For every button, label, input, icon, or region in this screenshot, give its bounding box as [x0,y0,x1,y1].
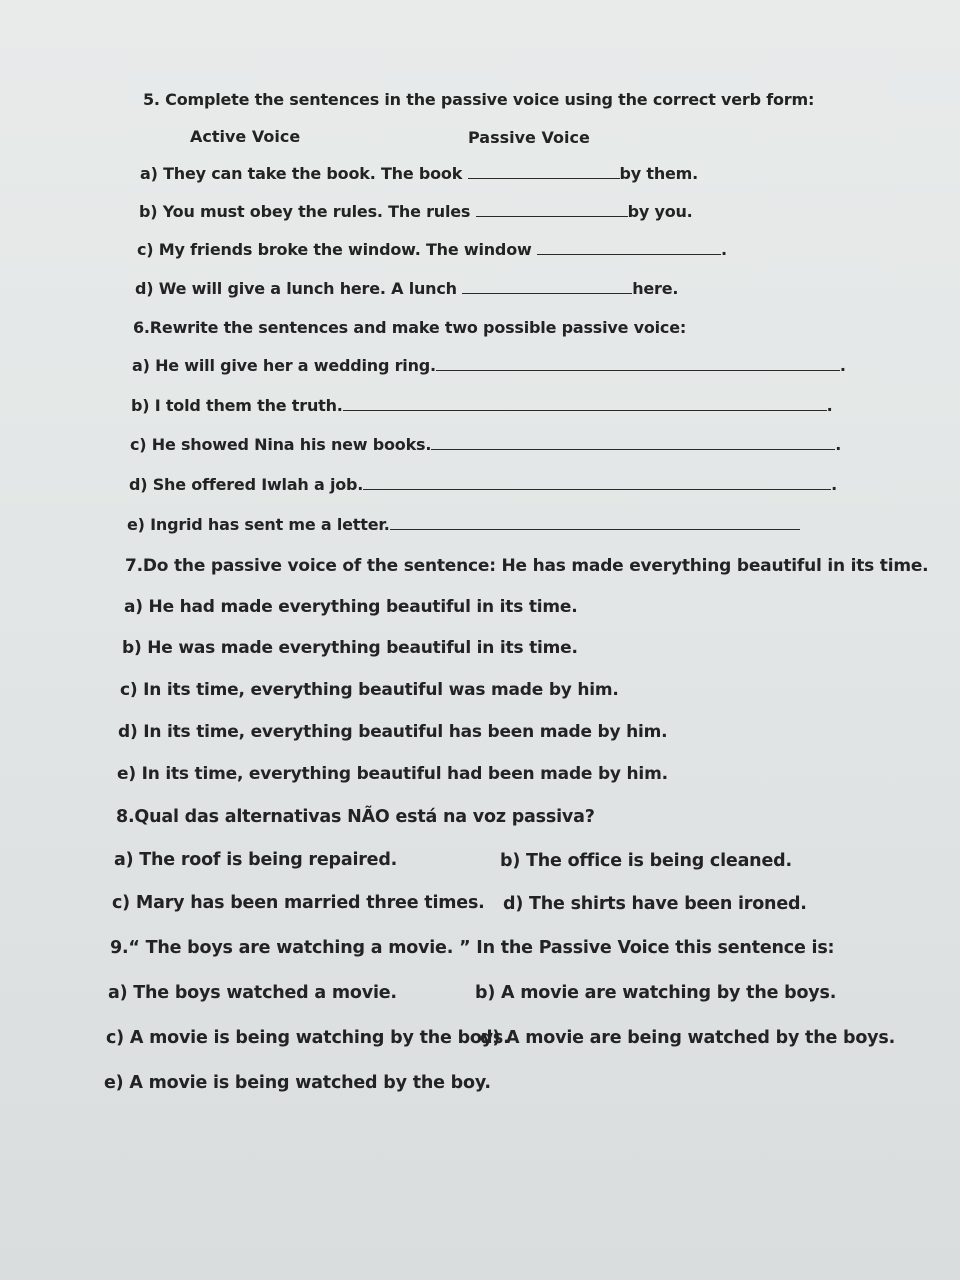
q7-option-e[interactable]: e) In its time, everything beautiful had been made by him. [117,764,668,784]
answer-blank[interactable] [537,240,721,255]
q5-item-d [135,278,678,300]
q5-item-d-suffix: here. [632,279,679,298]
q7-option-c[interactable]: c) In its time, everything beautiful was made by him. [120,680,619,700]
q7-option-a[interactable]: a) He had made everything beautiful in its time. [124,597,578,617]
q6-item-b-text: b) I told them the truth. [131,396,343,415]
answer-blank[interactable] [363,475,831,490]
q9-option-b[interactable]: b) A movie are watching by the boys. [475,983,837,1003]
q5-item-c-text: c) My friends broke the window. The window [137,240,537,259]
q6-item-e-text: e) Ingrid has sent me a letter. [127,515,390,534]
answer-blank[interactable] [343,396,827,411]
q6-item-a-suffix: . [839,356,846,375]
q7-title: 7.Do the passive voice of the sentence: He has made everything beautiful in its time. [125,556,929,576]
q5-item-a [140,163,698,185]
q5-col-active: Active Voice [190,127,301,146]
q6-item-b [131,395,833,417]
q6-item-d [129,474,837,496]
q6-item-e [127,514,800,536]
q5-item-c [137,239,727,261]
q6-item-a [132,355,846,377]
q9-option-a[interactable]: a) The boys watched a movie. [108,983,397,1003]
q9-title: 9.“ The boys are watching a movie. ” In the Passive Voice this sentence is: [110,938,835,958]
answer-blank[interactable] [468,164,620,179]
q6-item-a-text: a) He will give her a wedding ring. [132,356,436,375]
q7-option-d[interactable]: d) In its time, everything beautiful has been made by him. [118,722,668,742]
q8-option-d[interactable]: d) The shirts have been ironed. [503,894,807,914]
q8-option-b[interactable]: b) The office is being cleaned. [500,851,792,871]
q5-item-a-text: a) They can take the book. The book [140,164,468,183]
q8-option-c[interactable]: c) Mary has been married three times. [112,893,485,913]
q7-option-b[interactable]: b) He was made everything beautiful in its time. [122,638,578,658]
answer-blank[interactable] [431,435,835,450]
q5-title: 5. Complete the sentences in the passive voice using the correct verb form: [143,90,815,109]
answer-blank[interactable] [436,356,840,371]
q5-item-c-suffix: . [720,240,727,259]
q8-option-a[interactable]: a) The roof is being repaired. [114,850,398,870]
q5-item-b-text: b) You must obey the rules. The rules [139,202,476,221]
q6-title: 6.Rewrite the sentences and make two possible passive voice: [133,318,687,337]
q5-item-b [139,201,693,223]
answer-blank[interactable] [462,279,632,294]
q5-col-passive: Passive Voice [468,128,590,147]
q6-item-c-suffix: . [835,435,842,454]
q9-option-e[interactable]: e) A movie is being watched by the boy. [104,1073,491,1093]
q9-option-d[interactable]: d) A movie are being watched by the boys. [480,1028,896,1048]
q9-option-c[interactable]: c) A movie is being watching by the boys. [106,1028,510,1048]
q6-item-d-suffix: . [831,475,838,494]
q5-item-d-text: d) We will give a lunch here. A lunch [135,279,463,298]
q8-title: 8.Qual das alternativas NÃO está na voz passiva? [116,807,595,827]
q6-item-c-text: c) He showed Nina his new books. [130,435,432,454]
q6-item-d-text: d) She offered Iwlah a job. [129,475,364,494]
q6-item-b-suffix: . [826,396,833,415]
q5-item-a-suffix: by them. [619,164,699,183]
q6-item-c [130,434,841,456]
answer-blank[interactable] [390,515,800,530]
q5-item-b-suffix: by you. [627,202,693,221]
answer-blank[interactable] [476,202,628,217]
